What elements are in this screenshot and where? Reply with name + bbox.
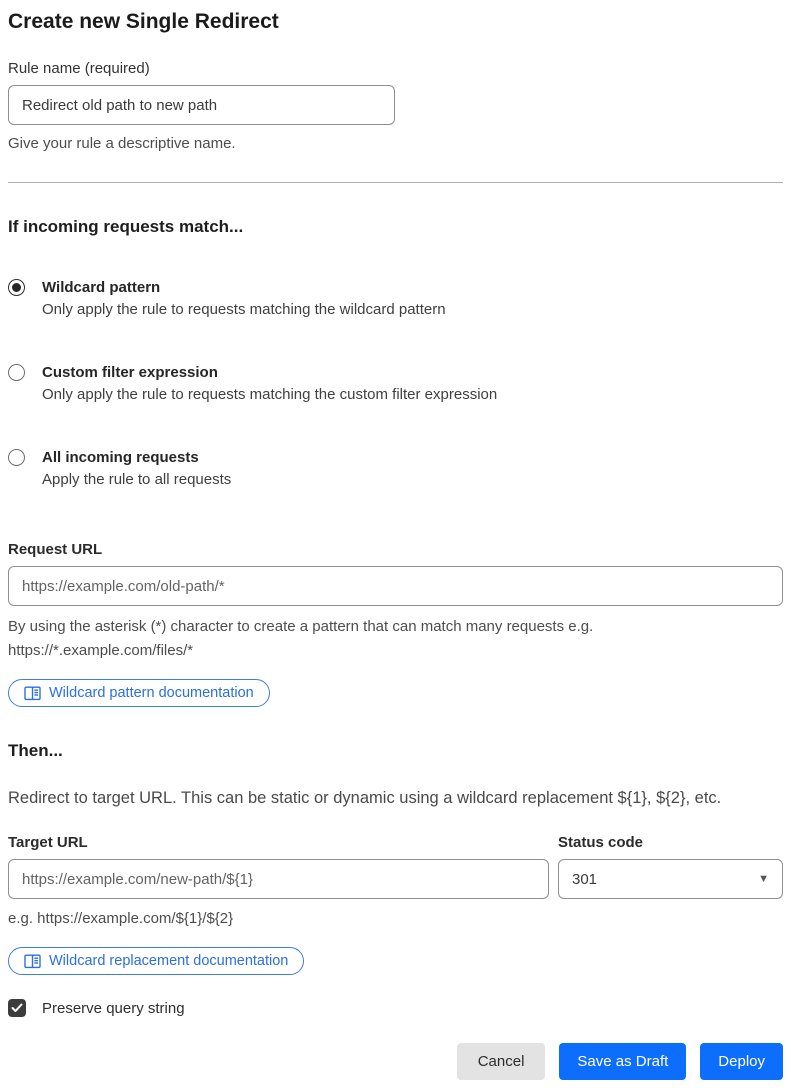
- target-url-input[interactable]: [8, 859, 549, 899]
- wildcard-pattern-doc-button[interactable]: [8, 679, 270, 707]
- doc-button-label: Wildcard pattern documentation: [49, 685, 254, 701]
- preserve-query-label: Preserve query string: [42, 999, 185, 1017]
- radio-selected-icon[interactable]: [8, 279, 25, 296]
- radio-description: Only apply the rule to requests matching the custom filter expression: [42, 386, 498, 403]
- radio-label: Custom filter expression: [42, 364, 218, 381]
- request-url-label: Request URL: [8, 541, 103, 558]
- preserve-query-row[interactable]: [8, 999, 783, 1017]
- radio-unselected-icon[interactable]: [8, 449, 25, 466]
- status-code-value: 301: [572, 870, 598, 888]
- deploy-button[interactable]: Deploy: [700, 1043, 783, 1080]
- target-url-label: Target URL: [8, 834, 88, 851]
- then-section-heading: Then...: [8, 741, 63, 760]
- save-as-draft-button[interactable]: Save as Draft: [559, 1043, 686, 1080]
- then-description: Redirect to target URL. This can be static or dynamic using a wildcard replacement ${1}, ${2}, etc.: [8, 789, 722, 807]
- cancel-button[interactable]: Cancel: [457, 1043, 546, 1080]
- doc-button-label: Wildcard replacement documentation: [49, 953, 289, 969]
- open-book-icon: [24, 954, 41, 969]
- radio-label: Wildcard pattern: [42, 279, 161, 296]
- rule-name-help: Give your rule a descriptive name.: [8, 135, 236, 152]
- request-url-input[interactable]: [8, 566, 783, 606]
- rule-name-input[interactable]: [8, 85, 395, 125]
- chevron-down-icon: ▼: [758, 873, 769, 885]
- radio-description: Apply the rule to all requests: [42, 471, 232, 488]
- radio-option-wildcard-pattern[interactable]: [8, 277, 783, 321]
- form-actions: [8, 1043, 783, 1080]
- radio-label: All incoming requests: [42, 449, 199, 466]
- page-title: Create new Single Redirect: [8, 10, 279, 33]
- checkbox-checked-icon[interactable]: [8, 999, 26, 1017]
- radio-description: Only apply the rule to requests matching the wildcard pattern: [42, 301, 446, 318]
- radio-option-all-requests[interactable]: [8, 447, 783, 491]
- rule-name-label: Rule name (required): [8, 60, 150, 77]
- request-url-help: By using the asterisk (*) character to create a pattern that can match many requests e.g. https://*.example.com/files/*: [8, 618, 594, 659]
- status-code-label: Status code: [558, 834, 644, 851]
- match-section-heading: If incoming requests match...: [8, 217, 244, 236]
- radio-unselected-icon[interactable]: [8, 364, 25, 381]
- section-divider: [8, 182, 783, 183]
- match-radio-group: [8, 277, 783, 491]
- open-book-icon: [24, 686, 41, 701]
- target-status-row: [8, 834, 783, 899]
- radio-option-custom-filter[interactable]: [8, 362, 783, 406]
- status-code-select[interactable]: [558, 859, 783, 899]
- wildcard-replacement-doc-button[interactable]: [8, 947, 304, 975]
- target-url-help: e.g. https://example.com/${1}/${2}: [8, 910, 234, 927]
